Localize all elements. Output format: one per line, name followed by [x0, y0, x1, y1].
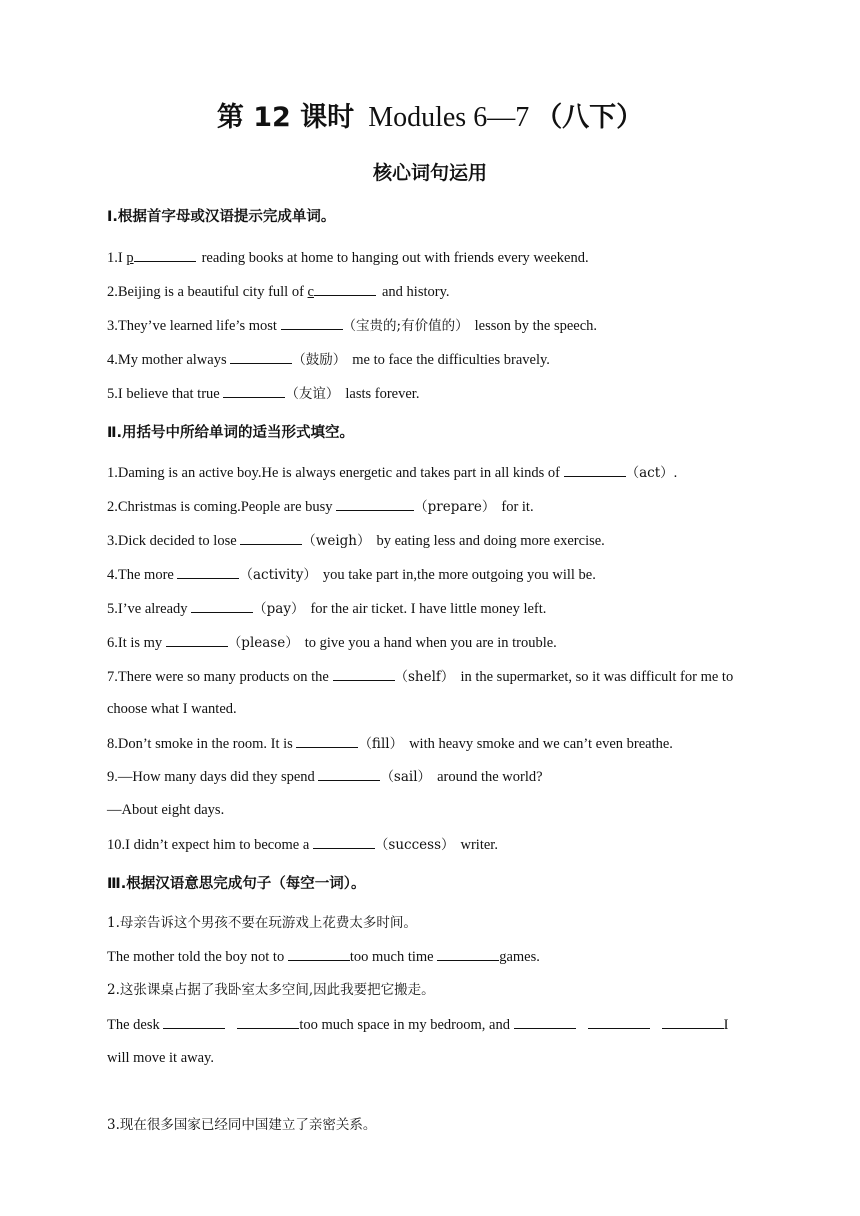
s3-q2-chinese: 2.这张课桌占据了我卧室太多空间,因此我要把它搬走。 — [107, 982, 435, 998]
title-grade: （八下） — [535, 102, 644, 133]
s3-q1-english: The mother told the boy not to too much time games. — [107, 945, 540, 968]
hint-text: （weigh） — [302, 533, 371, 549]
answer-blank[interactable] — [437, 945, 499, 961]
s1-item-2: 2.Beijing is a beautiful city full of c and history. — [107, 280, 450, 303]
s2-item-4: 4.The more （activity） you take part in,the more outgoing you will be. — [107, 563, 596, 586]
answer-blank[interactable] — [314, 280, 376, 296]
s1-item-3: 3.They’ve learned life’s most （宝贵的;有价值的） lesson by the speech. — [107, 314, 597, 337]
answer-blank[interactable] — [134, 246, 196, 262]
hint-text: （success） — [374, 837, 455, 853]
s2-item-2: 2.Christmas is coming.People are busy （prepare） for it. — [107, 495, 534, 518]
answer-blank[interactable] — [163, 1013, 225, 1029]
answer-blank[interactable] — [288, 945, 350, 961]
answer-blank[interactable] — [662, 1013, 724, 1029]
hint-text: （shelf） — [394, 669, 455, 685]
hint-text: （宝贵的;有价值的） — [342, 318, 469, 334]
s2-item-9: 9.—How many days did they spend （sail） around the world? — [107, 765, 543, 788]
s2-item-3: 3.Dick decided to lose （weigh） by eating less and doing more exercise. — [107, 529, 605, 552]
hint-text: （activity） — [239, 567, 317, 583]
page-title — [0, 96, 860, 140]
s2-item-5: 5.I’ve already （pay） for the air ticket. I have little money left. — [107, 597, 546, 620]
s2-item-6: 6.It is my （please） to give you a hand when you are in trouble. — [107, 631, 557, 654]
answer-blank[interactable] — [333, 665, 395, 681]
answer-blank[interactable] — [177, 563, 239, 579]
s2-item-1: 1.Daming is an active boy.He is always energetic and takes part in all kinds of （act）. — [107, 461, 677, 484]
hint-text: （友谊） — [285, 386, 340, 402]
hint-text: （act） — [625, 465, 674, 481]
answer-blank[interactable] — [588, 1013, 650, 1029]
section-subtitle: 核心词句运用 — [372, 162, 487, 184]
hint-text: （pay） — [253, 601, 305, 617]
s3-q1-chinese: 1.母亲告诉这个男孩不要在玩游戏上花费太多时间。 — [107, 915, 417, 931]
answer-blank[interactable] — [514, 1013, 576, 1029]
section3-heading: Ⅲ.根据汉语意思完成句子（每空一词）。 — [107, 876, 366, 892]
answer-blank[interactable] — [296, 732, 358, 748]
answer-blank[interactable] — [166, 631, 228, 647]
answer-blank[interactable] — [318, 765, 380, 781]
hint-text: （sail） — [380, 769, 432, 785]
answer-blank[interactable] — [191, 597, 253, 613]
section1-heading: Ⅰ.根据首字母或汉语提示完成单词。 — [107, 209, 336, 225]
hint-text: （please） — [227, 635, 299, 651]
s1-item-1: 1.I p reading books at home to hanging out with friends every weekend. — [107, 246, 589, 269]
s3-q3-chinese: 3.现在很多国家已经同中国建立了亲密关系。 — [107, 1117, 377, 1133]
hint-text: （prepare） — [414, 499, 496, 515]
answer-blank[interactable] — [336, 495, 414, 511]
s3-q2-english: The desk too much space in my bedroom, and I — [107, 1013, 728, 1036]
answer-blank[interactable] — [564, 461, 626, 477]
hint-text: （fill） — [358, 736, 404, 752]
answer-blank[interactable] — [281, 314, 343, 330]
answer-blank[interactable] — [230, 348, 292, 364]
answer-blank[interactable] — [223, 382, 285, 398]
s2-item-10: 10.I didn’t expect him to become a （success） writer. — [107, 833, 498, 856]
s2-item-7: 7.There were so many products on the （shelf） in the supermarket, so it was difficult for me to — [107, 665, 733, 688]
hint-text: （鼓励） — [292, 352, 347, 368]
first-letter-hint: c — [307, 284, 314, 300]
s2-item-9-answer: —About eight days. — [107, 802, 225, 818]
answer-blank[interactable] — [237, 1013, 299, 1029]
first-letter-hint: p — [126, 250, 134, 266]
s2-item-7-cont: choose what I wanted. — [107, 701, 237, 717]
s1-item-4: 4.My mother always （鼓励） me to face the difficulties bravely. — [107, 348, 550, 371]
section2-heading: Ⅱ.用括号中所给单词的适当形式填空。 — [107, 425, 355, 441]
answer-blank[interactable] — [240, 529, 302, 545]
title-lesson: 第 12 课时 — [216, 102, 355, 133]
s3-q2-english-cont: will move it away. — [107, 1050, 214, 1066]
title-modules: Modules 6—7 — [368, 102, 530, 133]
s2-item-8: 8.Don’t smoke in the room. It is （fill） with heavy smoke and we can’t even breathe. — [107, 732, 673, 755]
s1-item-5: 5.I believe that true （友谊） lasts forever. — [107, 382, 419, 405]
answer-blank[interactable] — [313, 833, 375, 849]
